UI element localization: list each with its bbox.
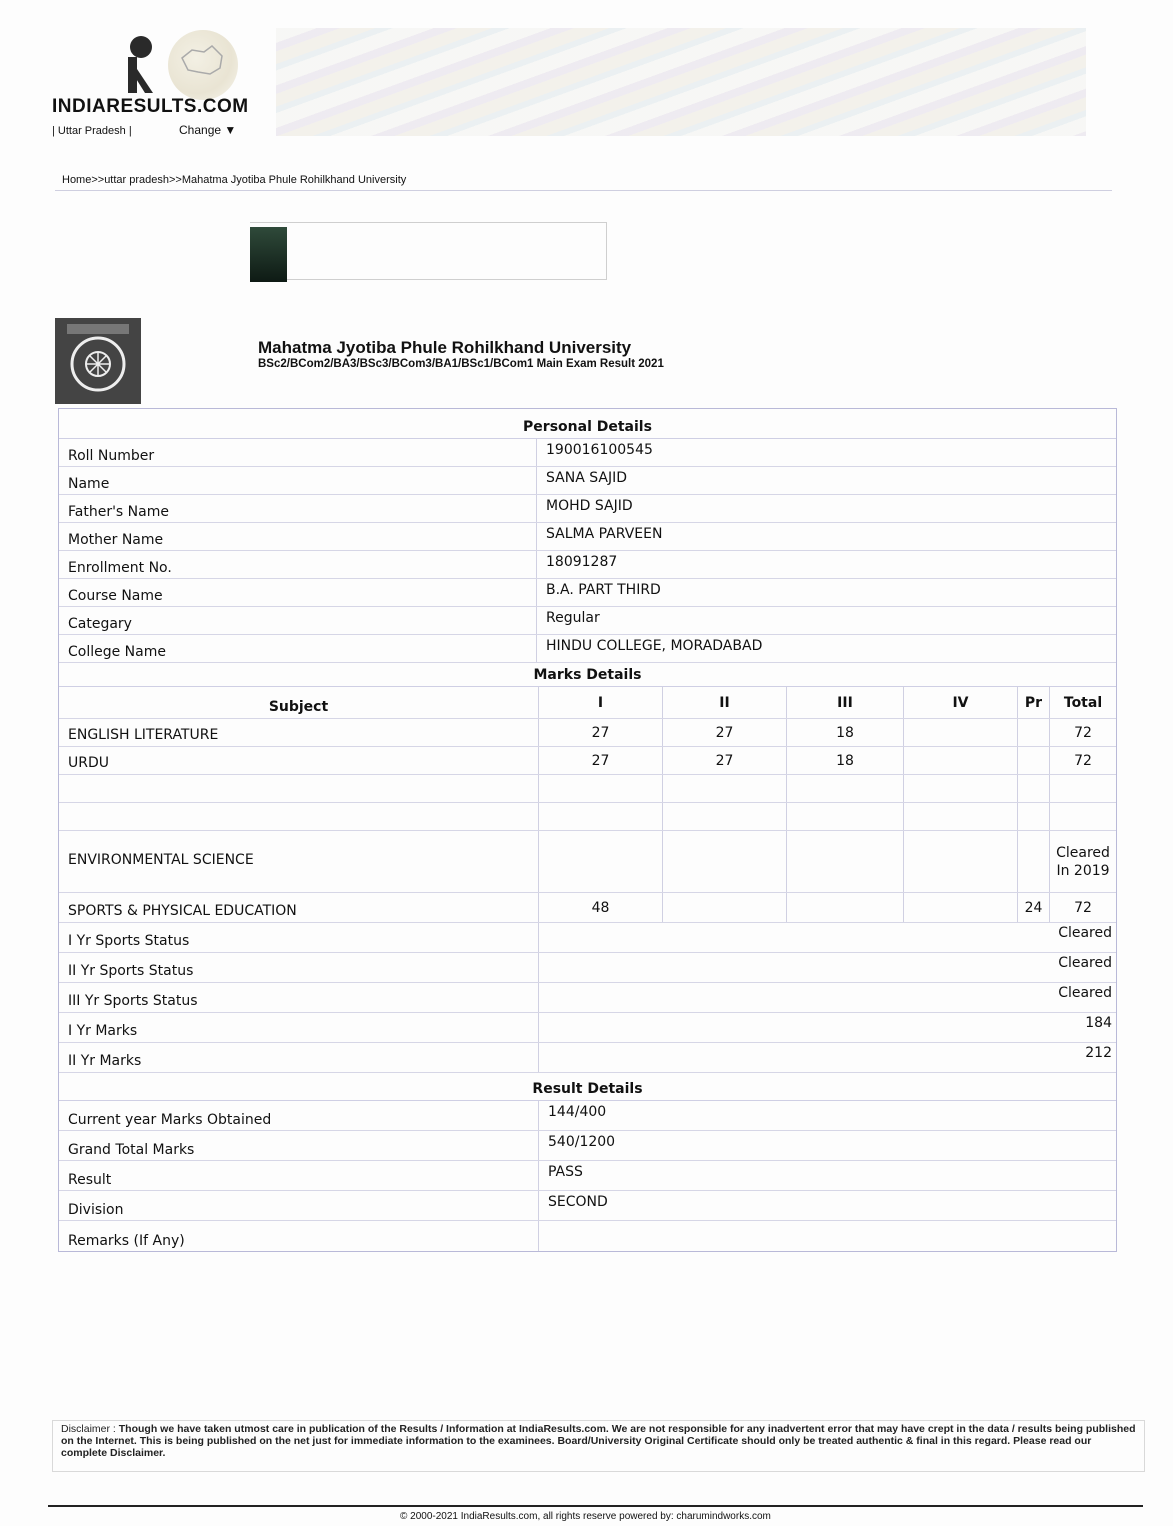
divider	[55, 190, 1112, 191]
marks-iv	[904, 803, 1018, 830]
marks-pr	[1018, 747, 1050, 774]
marks-iii	[787, 803, 904, 830]
subject-name	[59, 803, 539, 830]
copyright-footer: © 2000-2021 IndiaResults.com, all rights reserve powered by: charumindworks.com	[400, 1511, 771, 1522]
personal-row	[59, 439, 1116, 467]
result-row	[59, 1191, 1116, 1221]
personal-value: SALMA PARVEEN	[546, 526, 663, 542]
col-iii: III	[787, 687, 904, 718]
marks-total: 72	[1074, 752, 1092, 769]
uttar-pradesh-map-icon	[168, 30, 238, 100]
result-row	[59, 1161, 1116, 1191]
marks-header-row	[59, 687, 1116, 719]
result-details-heading: Result Details	[59, 1077, 1116, 1101]
status-label: III Yr Sports Status	[59, 983, 539, 1012]
marks-iii	[787, 893, 904, 922]
ad-image	[250, 227, 287, 282]
marks-total: 72	[1074, 724, 1092, 741]
marks-row	[59, 747, 1116, 775]
status-value: 184	[1085, 1015, 1112, 1031]
status-label: II Yr Sports Status	[59, 953, 539, 982]
marks-total: Cleared In 2019	[1056, 844, 1110, 879]
status-label: I Yr Sports Status	[59, 923, 539, 952]
marks-iii	[787, 775, 904, 802]
marks-row	[59, 719, 1116, 747]
footer-divider	[48, 1505, 1143, 1507]
col-pr: Pr	[1018, 687, 1050, 718]
status-row	[59, 1013, 1116, 1043]
exam-title: BSc2/BCom2/BA3/BSc3/BCom3/BA1/BSc1/BCom1 Main Exam Result 2021	[258, 358, 664, 370]
result-value: SECOND	[548, 1194, 608, 1210]
status-row	[59, 1043, 1116, 1073]
disclaimer-lead: Disclaimer :	[61, 1423, 116, 1435]
marks-ii	[663, 893, 787, 922]
status-value: Cleared	[1058, 925, 1112, 941]
result-table	[58, 408, 1117, 1252]
change-state-link[interactable]: Change ▼	[179, 123, 237, 137]
result-value: 144/400	[548, 1104, 607, 1120]
marks-iii: 18	[787, 719, 904, 746]
marks-i	[539, 775, 663, 802]
marks-ii: 27	[663, 747, 787, 774]
result-label: Remarks (If Any)	[59, 1221, 539, 1251]
ad-box[interactable]	[250, 222, 607, 280]
personal-row	[59, 551, 1116, 579]
university-logo	[55, 318, 141, 404]
status-label: I Yr Marks	[59, 1013, 539, 1042]
personal-label: Mother Name	[59, 523, 537, 550]
marks-ii: 27	[663, 719, 787, 746]
marks-row	[59, 831, 1116, 893]
personal-row	[59, 579, 1116, 607]
result-value	[539, 1221, 1116, 1251]
disclaimer-box	[52, 1420, 1145, 1472]
subject-name: ENGLISH LITERATURE	[59, 719, 539, 746]
status-value: Cleared	[1058, 985, 1112, 1001]
marks-i	[539, 831, 663, 892]
marks-iv	[904, 775, 1018, 802]
marks-total: 72	[1074, 899, 1092, 916]
personal-row	[59, 523, 1116, 551]
personal-value: 18091287	[546, 554, 618, 570]
marks-iii: 18	[787, 747, 904, 774]
result-label: Grand Total Marks	[59, 1131, 539, 1160]
marks-row	[59, 803, 1116, 831]
status-value: Cleared	[1058, 955, 1112, 971]
status-value: 212	[1085, 1045, 1112, 1061]
personal-value: HINDU COLLEGE, MORADABAD	[546, 638, 763, 654]
marks-i	[539, 803, 663, 830]
personal-label: Categary	[59, 607, 537, 634]
personal-value: 190016100545	[546, 442, 653, 458]
col-iv: IV	[904, 687, 1018, 718]
subject-name: SPORTS & PHYSICAL EDUCATION	[59, 893, 539, 922]
result-label: Division	[59, 1191, 539, 1220]
marks-ii	[663, 775, 787, 802]
personal-label: Father's Name	[59, 495, 537, 522]
marks-iv	[904, 893, 1018, 922]
col-total: Total	[1063, 694, 1103, 711]
marks-iv	[904, 747, 1018, 774]
col-i: I	[539, 687, 663, 718]
subject-name: ENVIRONMENTAL SCIENCE	[59, 831, 539, 892]
banner-ad[interactable]	[276, 28, 1086, 136]
personal-label: Enrollment No.	[59, 551, 537, 578]
subject-name: URDU	[59, 747, 539, 774]
marks-pr: 24	[1018, 893, 1050, 922]
status-row	[59, 953, 1116, 983]
personal-row	[59, 635, 1116, 663]
personal-row	[59, 495, 1116, 523]
personal-value: SANA SAJID	[546, 470, 627, 486]
university-name: Mahatma Jyotiba Phule Rohilkhand University	[258, 338, 632, 357]
personal-label: College Name	[59, 635, 537, 662]
marks-ii	[663, 803, 787, 830]
personal-value: B.A. PART THIRD	[546, 582, 661, 598]
personal-label: Name	[59, 467, 537, 494]
marks-i: 48	[539, 893, 663, 922]
marks-row	[59, 893, 1116, 923]
status-row	[59, 983, 1116, 1013]
marks-i: 27	[539, 719, 663, 746]
personal-row	[59, 467, 1116, 495]
marks-total	[1050, 803, 1116, 830]
marks-iv	[904, 831, 1018, 892]
result-label: Current year Marks Obtained	[59, 1101, 539, 1130]
result-label: Result	[59, 1161, 539, 1190]
marks-details-heading: Marks Details	[59, 663, 1116, 687]
indiaresults-logo-mark	[125, 35, 157, 97]
result-row	[59, 1101, 1116, 1131]
marks-pr	[1018, 775, 1050, 802]
status-label: II Yr Marks	[59, 1043, 539, 1072]
marks-i: 27	[539, 747, 663, 774]
state-label: | Uttar Pradesh |	[52, 125, 132, 137]
result-row	[59, 1131, 1116, 1161]
disclaimer-text[interactable]: Though we have taken utmost care in publication of the Results / Information at IndiaResults.com. We are not responsible for any inadvertent error that may have crept in the data / results being published on the Internet. This is being published on the net just for immediate information to the examinees. Board/University Original Certificate should only be treated authentic & final in this regard. Please read our complete Disclaimer.	[61, 1423, 1136, 1459]
result-value: 540/1200	[548, 1134, 616, 1150]
col-subject: Subject	[59, 687, 539, 718]
breadcrumb[interactable]: Home>>uttar pradesh>>Mahatma Jyotiba Phule Rohilkhand University	[62, 174, 407, 186]
result-row	[59, 1221, 1116, 1251]
marks-total	[1050, 775, 1116, 802]
personal-label: Course Name	[59, 579, 537, 606]
subject-name	[59, 775, 539, 802]
personal-value: Regular	[546, 610, 600, 626]
marks-iii	[787, 831, 904, 892]
marks-ii	[663, 831, 787, 892]
status-row	[59, 923, 1116, 953]
marks-pr	[1018, 803, 1050, 830]
marks-pr	[1018, 719, 1050, 746]
marks-row	[59, 775, 1116, 803]
personal-value: MOHD SAJID	[546, 498, 633, 514]
col-ii: II	[663, 687, 787, 718]
personal-row	[59, 607, 1116, 635]
brand-name[interactable]: INDIARESULTS.COM	[52, 96, 249, 117]
marks-pr	[1018, 831, 1050, 892]
personal-label: Roll Number	[59, 439, 537, 466]
marks-iv	[904, 719, 1018, 746]
result-value: PASS	[548, 1164, 583, 1180]
personal-details-heading: Personal Details	[59, 415, 1116, 439]
